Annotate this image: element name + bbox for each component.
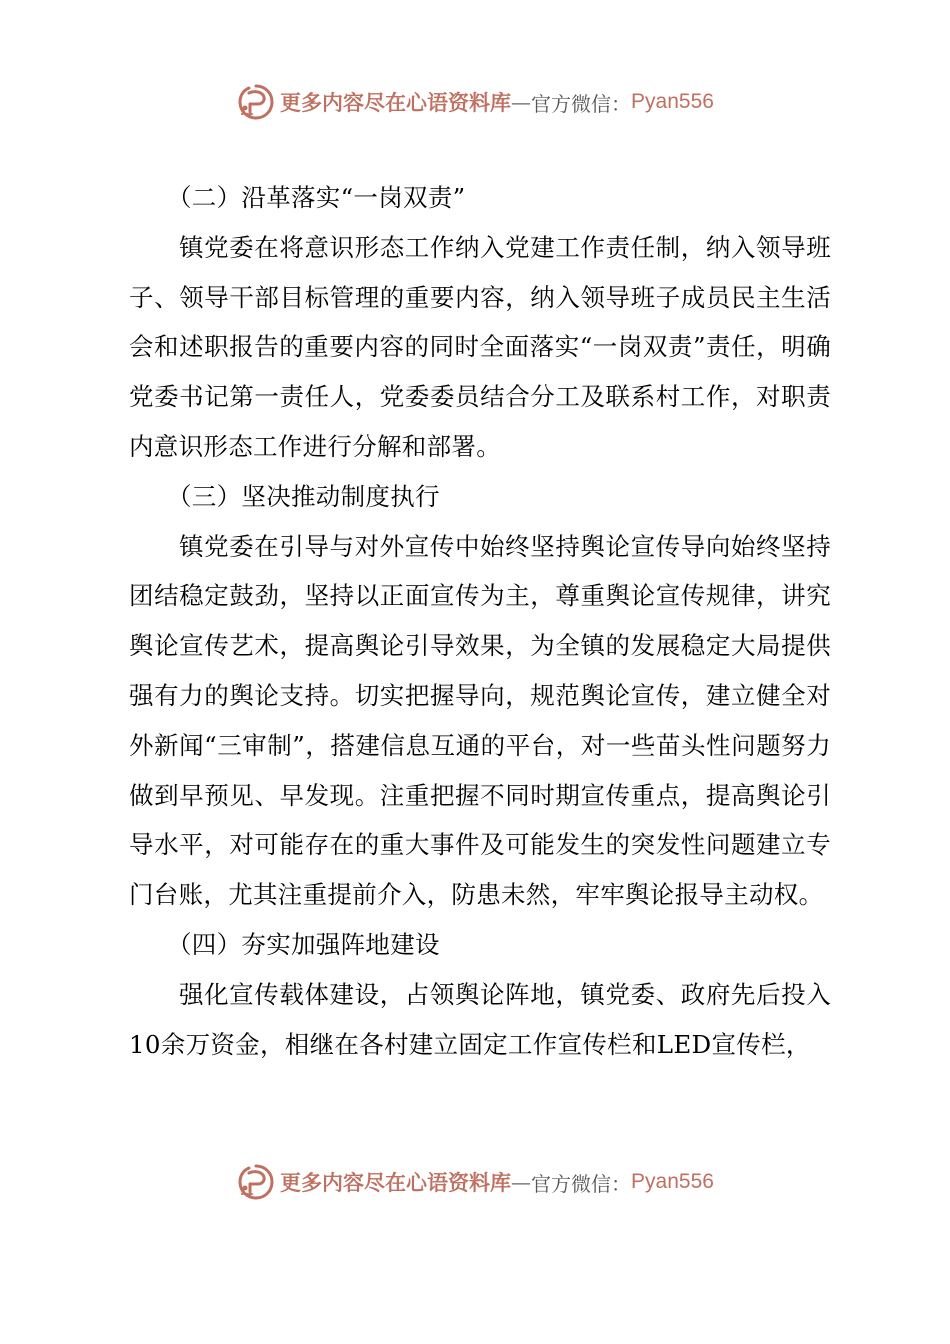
section-paragraph: 镇党委在将意识形态工作纳入党建工作责任制，纳入领导班子、领导干部目标管理的重要内容，纳入领导班子成员民主生活会和述职报告的重要内容的同时全面落实“一岗双责”责任，明确党委书记第一责任人，党委委员结合分工及联系村工作，对职责内意识形态工作进行分解和部署。: [129, 232, 831, 461]
banner-separator: —: [511, 90, 532, 114]
header-banner: [0, 78, 950, 126]
banner-wechat-label: 官方微信：: [531, 1171, 632, 1196]
section-heading: （四）夯实加强阵地建设: [167, 929, 440, 959]
section-heading: （三）坚决推动制度执行: [167, 481, 440, 511]
banner-wechat-id: Pyan556: [631, 90, 714, 113]
footer-banner: [0, 1158, 950, 1206]
brand-logo-icon: [236, 82, 276, 122]
section-paragraph: 强化宣传载体建设，占领舆论阵地，镇党委、政府先后投入10余万资金，相继在各村建立固定工作宣传栏和LED宣传栏，: [129, 979, 831, 1059]
section-paragraph: 镇党委在引导与对外宣传中始终坚持舆论宣传导向始终坚持团结稳定鼓劲，坚持以正面宣传为主，尊重舆论宣传规律，讲究舆论宣传艺术，提高舆论引导效果，为全镇的发展稳定大局提供强有力的舆论支持。切实把握导向，规范舆论宣传，建立健全对外新闻“三审制”，搭建信息互通的平台，对一些苗头性问题努力做到早预见、早发现。注重把握不同时期宣传重点，提高舆论引导水平，对可能存在的重大事件及可能发生的突发性问题建立专门台账，尤其注重提前介入，防患未然，牢牢舆论报导主动权。: [129, 531, 831, 910]
banner-separator: —: [511, 1170, 532, 1194]
banner-wechat-label: 官方微信：: [531, 91, 632, 116]
banner-wechat-id: Pyan556: [631, 1170, 714, 1193]
document-body: [129, 173, 831, 1069]
brand-logo-icon: [236, 1162, 276, 1202]
banner-site-text: 更多内容尽在心语资料库: [280, 1170, 512, 1195]
section-heading: （二）沿革落实“一岗双责”: [167, 183, 466, 212]
banner-site-text: 更多内容尽在心语资料库: [280, 90, 512, 115]
